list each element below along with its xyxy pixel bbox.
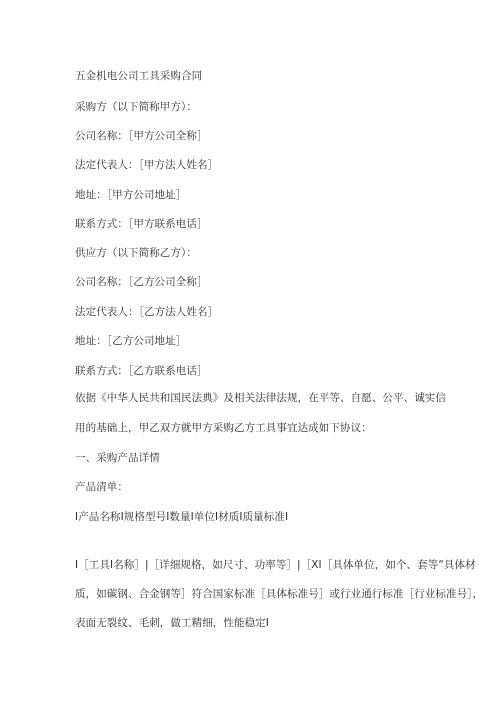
buyer-address: 地址：［甲方公司地址］	[75, 189, 187, 201]
supplier-contact: 联系方式：［乙方联系电话］	[75, 365, 208, 377]
document-title: 五金机电公司工具采购合同	[75, 70, 203, 82]
product-list-label: 产品清单：	[75, 481, 128, 493]
preamble-line-1: 依据《中华人民共和国民法典》及相关法律法规，在平等、自愿、公平、诚实信	[75, 392, 446, 404]
buyer-heading: 采购方（以下简称甲方）：	[75, 101, 197, 113]
buyer-representative: 法定代表人：［甲方法人姓名］	[75, 159, 219, 171]
supplier-address: 地址：［乙方公司地址］	[75, 335, 187, 347]
supplier-representative: 法定代表人：［乙方法人姓名］	[75, 306, 219, 318]
supplier-heading: 供应方（以下简称乙方）：	[75, 247, 197, 259]
table-row-line-3: 表面无裂纹、毛刺，做工精细，性能稳定I	[75, 617, 269, 629]
buyer-company: 公司名称：［甲方公司全称］	[75, 130, 208, 142]
preamble-line-2: 用的基础上，甲乙双方就甲方采购乙方工具事宜达成如下协议：	[75, 422, 372, 434]
section-heading: 一、采购产品详情	[75, 452, 160, 464]
supplier-company: 公司名称：［乙方公司全称］	[75, 276, 208, 288]
table-header: I产品名称I规格型号I数量I单位I材质I质量标准I	[75, 511, 289, 523]
table-row-line-2: 质，如碳钢、合金钢等］符合国家标准［具体标准号］或行业通行标准［行业标准号］，	[75, 588, 484, 600]
table-row-line-1: I［工具I名称］|［详细规格，如尺寸、功率等］|［XI［具体单位，如个、套等“具体材	[75, 559, 476, 571]
buyer-contact: 联系方式：［甲方联系电话］	[75, 218, 208, 230]
